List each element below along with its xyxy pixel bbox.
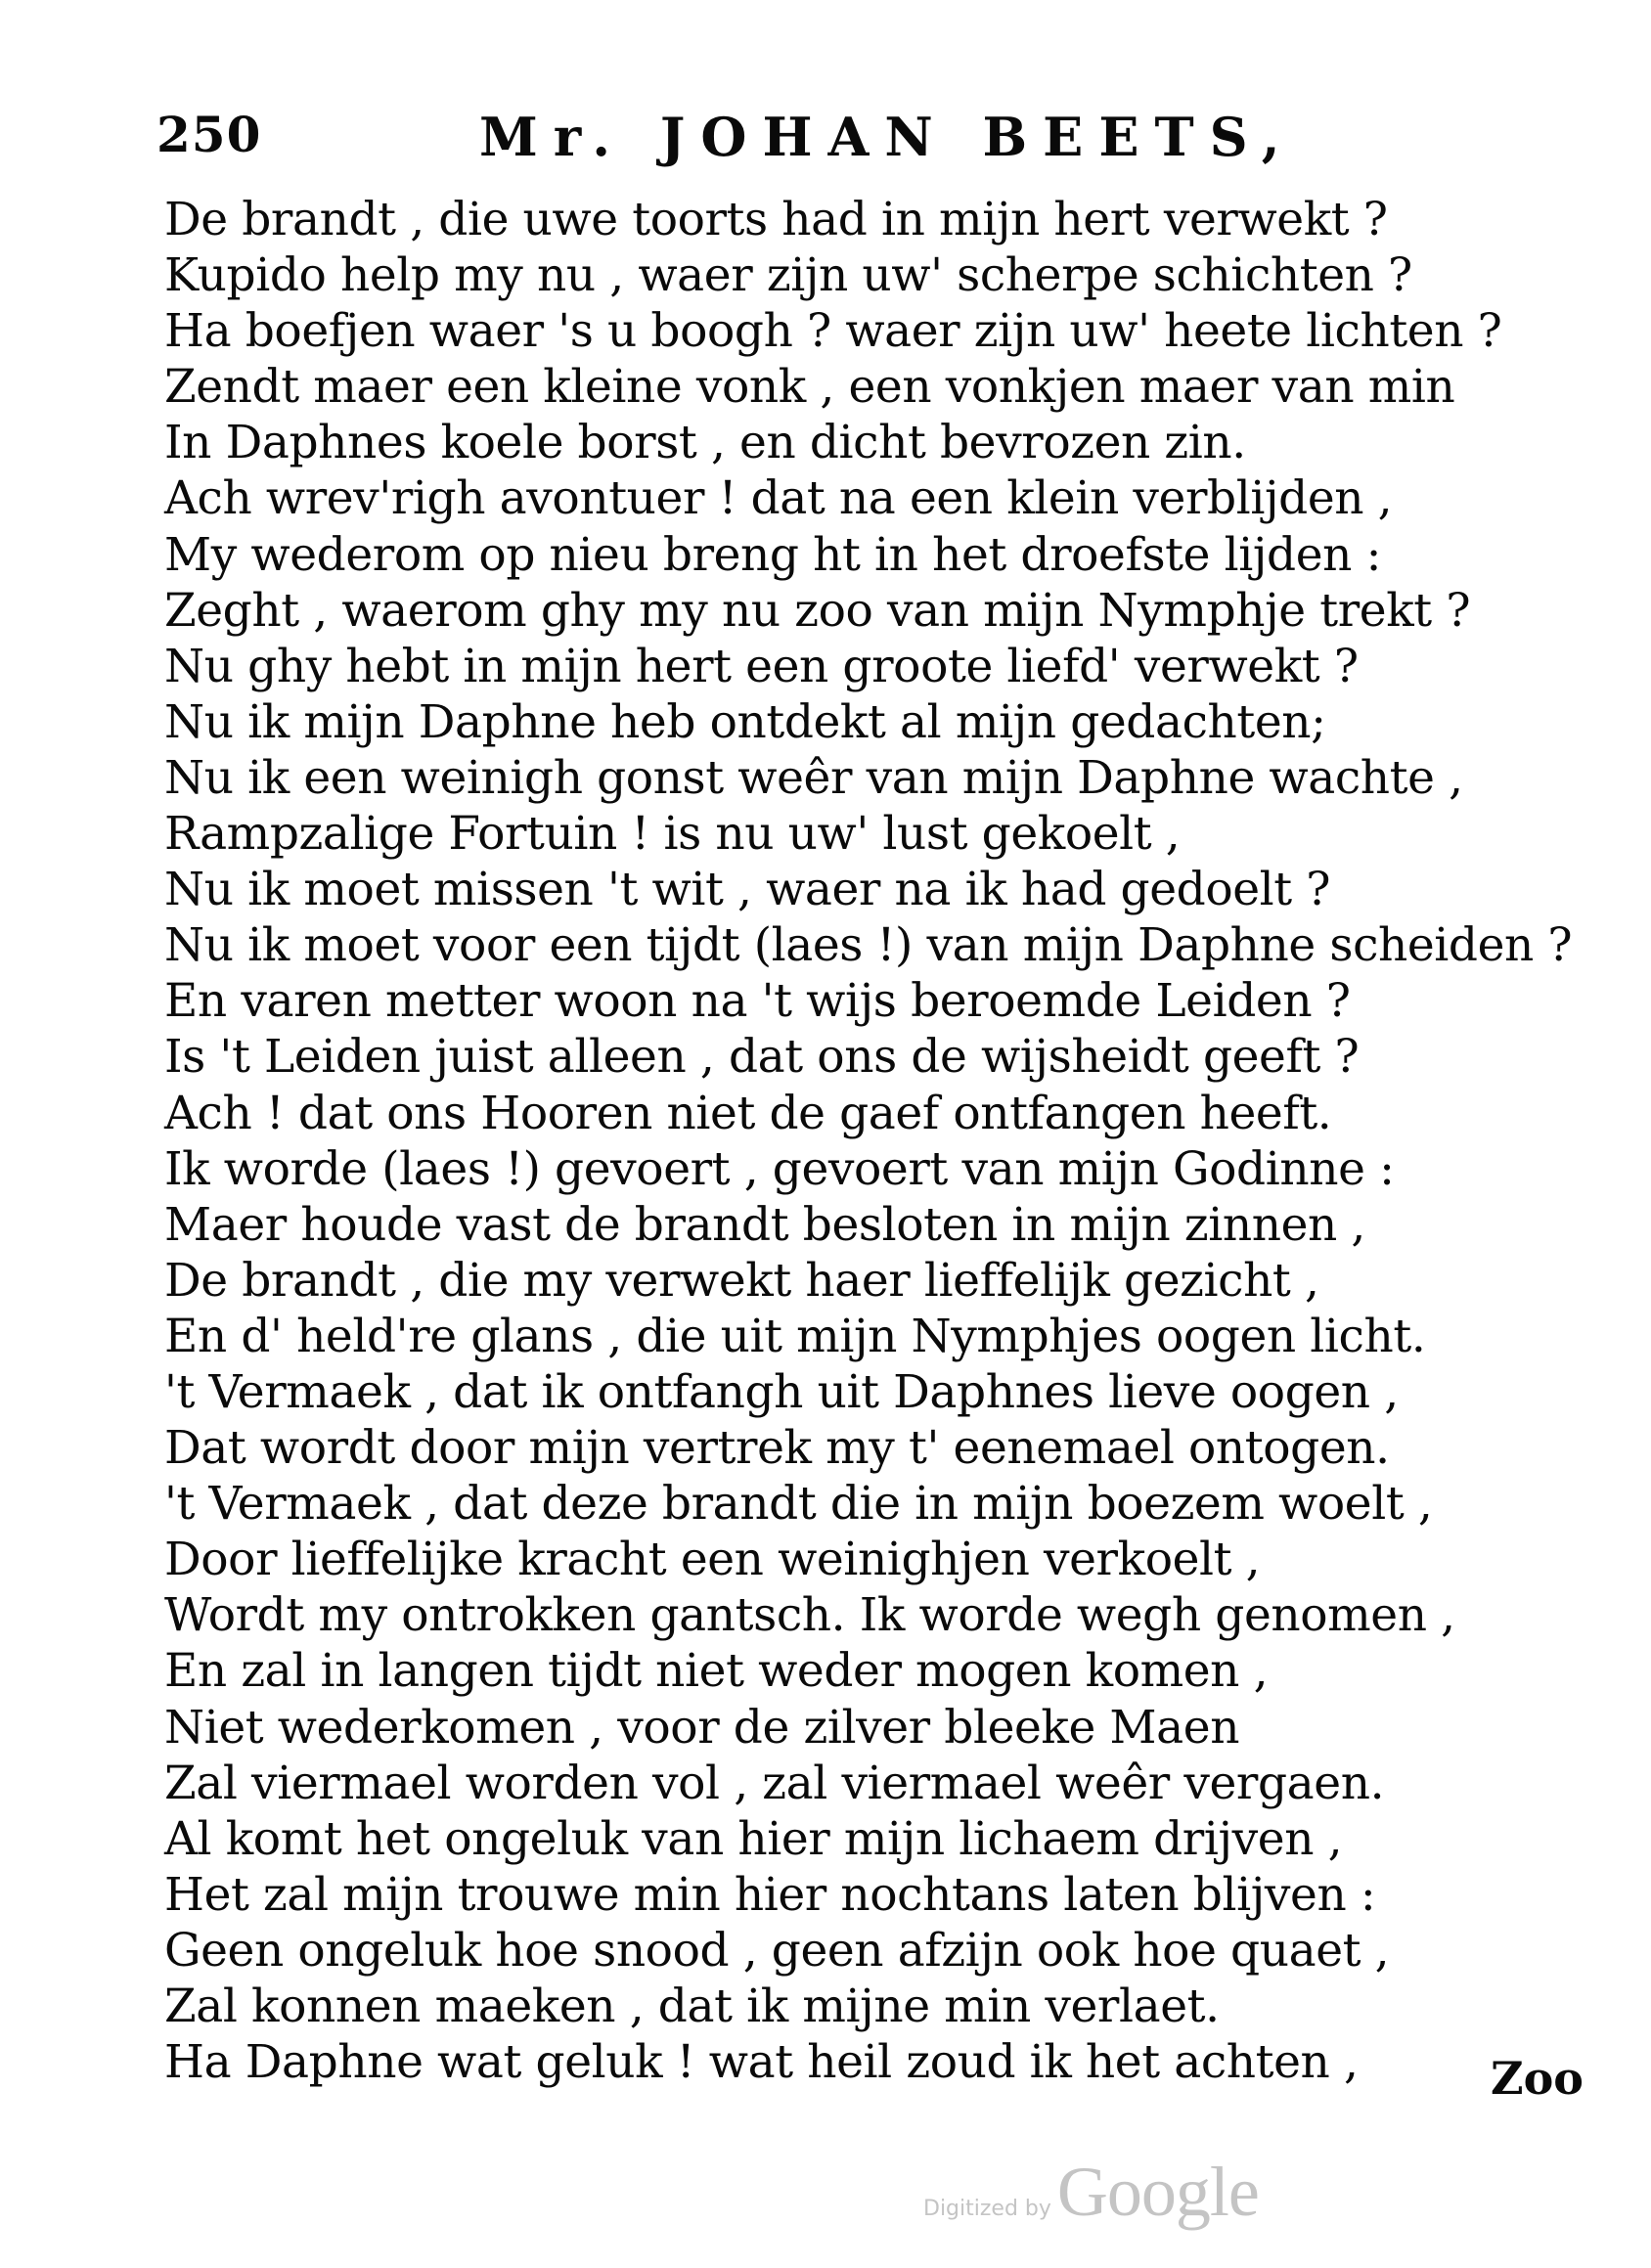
verse-line: Wordt my ontrokken gantsch. Ik worde wegh genomen , <box>164 1588 1455 1643</box>
verse-line: Ha Daphne wat geluk ! wat heil zoud ik het achten , <box>164 2035 1359 2090</box>
verse-line: 't Vermaek , dat deze brandt die in mijn boezem woelt , <box>164 1477 1433 1532</box>
verse-line: Zeght , waerom ghy my nu zoo van mijn Nymphje trekt ? <box>164 583 1471 638</box>
verse-line: Kupido help my nu , waer zijn uw' scherpe schichten ? <box>164 248 1412 303</box>
digitized-watermark <box>923 2152 1334 2230</box>
verse-line: Maer houde vast de brandt besloten in mijn zinnen , <box>164 1197 1365 1252</box>
verse-line: Al komt het ongeluk van hier mijn lichaem drijven , <box>164 1811 1343 1866</box>
verse-line: Nu ik mijn Daphne heb ontdekt al mijn gedachten; <box>164 694 1326 749</box>
verse-text <box>164 192 1573 2090</box>
page-number: 250 <box>156 106 262 163</box>
verse-line: En zal in langen tijdt niet weder mogen komen , <box>164 1644 1269 1699</box>
verse-line: Zal viermael worden vol , zal viermael weêr vergaen. <box>164 1756 1385 1810</box>
running-head: Mr. JOHAN BEETS, <box>479 106 1296 168</box>
verse-line: Ach wrev'righ avontuer ! dat na een klein verblijden , <box>164 471 1393 526</box>
verse-line: Nu ik moet voor een tijdt (laes !) van mijn Daphne scheiden ? <box>164 918 1573 973</box>
verse-line: Is 't Leiden juist alleen , dat ons de wijsheidt geeft ? <box>164 1030 1360 1085</box>
verse-line: Zal konnen maeken , dat ik mijne min verlaet. <box>164 1979 1220 2033</box>
verse-line: Dat wordt door mijn vertrek my t' eenemael ontogen. <box>164 1421 1390 1476</box>
verse-line: Zendt maer een kleine vonk , een vonkjen maer van min <box>164 360 1455 415</box>
verse-line: Ach ! dat ons Hooren niet de gaef ontfangen heeft. <box>164 1086 1332 1140</box>
watermark-prefix: Digitized by <box>923 2197 1051 2221</box>
page-header <box>156 106 1301 184</box>
verse-line: Ik worde (laes !) gevoert , gevoert van mijn Godinne : <box>164 1141 1395 1196</box>
verse-line: In Daphnes koele borst , en dicht bevrozen zin. <box>164 416 1246 470</box>
verse-line: En varen metter woon na 't wijs beroemde Leiden ? <box>164 974 1351 1029</box>
watermark-brand: Google <box>1056 2153 1259 2231</box>
verse-line: Geen ongeluk hoe snood , geen afzijn ook hoe quaet , <box>164 1923 1390 1978</box>
verse-line: Nu ik moet missen 't wit , waer na ik had gedoelt ? <box>164 863 1331 917</box>
verse-line: Door lieffelijke kracht een weinighjen verkoelt , <box>164 1533 1261 1587</box>
verse-line: Ha boefjen waer 's u boogh ? waer zijn uw' heete lichten ? <box>164 304 1502 359</box>
verse-line: Niet wederkomen , voor de zilver bleeke Maen <box>164 1700 1240 1755</box>
verse-line: My wederom op nieu breng ht in het droefste lijden : <box>164 527 1382 582</box>
verse-line: Het zal mijn trouwe min hier nochtans laten blijven : <box>164 1867 1376 1922</box>
catchword: Zoo <box>1491 2052 1584 2105</box>
verse-line: En d' held're glans , die uit mijn Nymphjes oogen licht. <box>164 1309 1426 1363</box>
verse-line: Nu ghy hebt in mijn hert een groote liefd' verwekt ? <box>164 639 1359 693</box>
verse-line: Nu ik een weinigh gonst weêr van mijn Daphne wachte , <box>164 750 1463 805</box>
verse-line: 't Vermaek , dat ik ontfangh uit Daphnes lieve oogen , <box>164 1364 1399 1419</box>
verse-line: De brandt , die uwe toorts had in mijn hert verwekt ? <box>164 193 1388 246</box>
verse-line: De brandt , die my verwekt haer lieffelijk gezicht , <box>164 1253 1319 1308</box>
verse-line: Rampzalige Fortuin ! is nu uw' lust gekoelt , <box>164 807 1181 862</box>
